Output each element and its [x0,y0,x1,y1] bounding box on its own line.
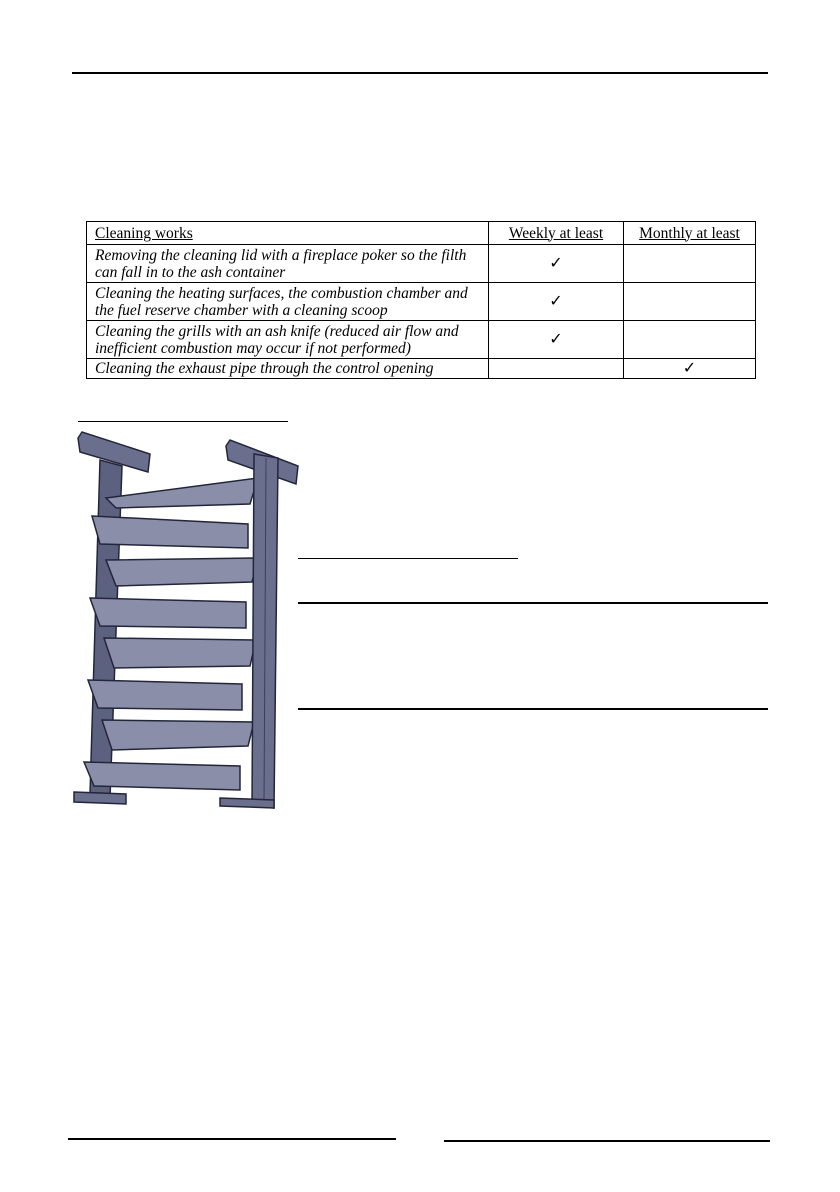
weekly-check-cell [489,359,624,379]
header-rule [72,72,768,74]
task-cell: Cleaning the grills with an ash knife (reduced air flow and inefficient combustion may occur if not performed) [87,321,489,359]
monthly-check-cell [624,245,756,283]
monthly-check-cell: ✓ [624,359,756,379]
cleaning-schedule-table [86,221,756,379]
column-header-cleaning-works: Cleaning works [87,222,489,245]
table-row [87,283,756,321]
monthly-check-cell [624,321,756,359]
column-header-monthly: Monthly at least [624,222,756,245]
column-header-weekly: Weekly at least [489,222,624,245]
caption-rule-left [78,421,288,422]
table-header-row [87,222,756,245]
weekly-check-cell: ✓ [489,245,624,283]
task-cell: Removing the cleaning lid with a fireplace poker so the filth can fall in to the ash container [87,245,489,283]
table-row [87,321,756,359]
footer-rule-left [68,1138,396,1140]
task-cell: Cleaning the heating surfaces, the combustion chamber and the fuel reserve chamber with a cleaning scoop [87,283,489,321]
table-row [87,359,756,379]
section-rule-lower [298,708,768,710]
task-cell: Cleaning the exhaust pipe through the control opening [87,359,489,379]
figure-caption-rule [298,558,518,559]
weekly-check-cell: ✓ [489,321,624,359]
grate-illustration-icon [70,426,302,812]
section-rule-upper [298,602,768,604]
table-row [87,245,756,283]
weekly-check-cell: ✓ [489,283,624,321]
monthly-check-cell [624,283,756,321]
footer-rule-right [444,1140,770,1142]
